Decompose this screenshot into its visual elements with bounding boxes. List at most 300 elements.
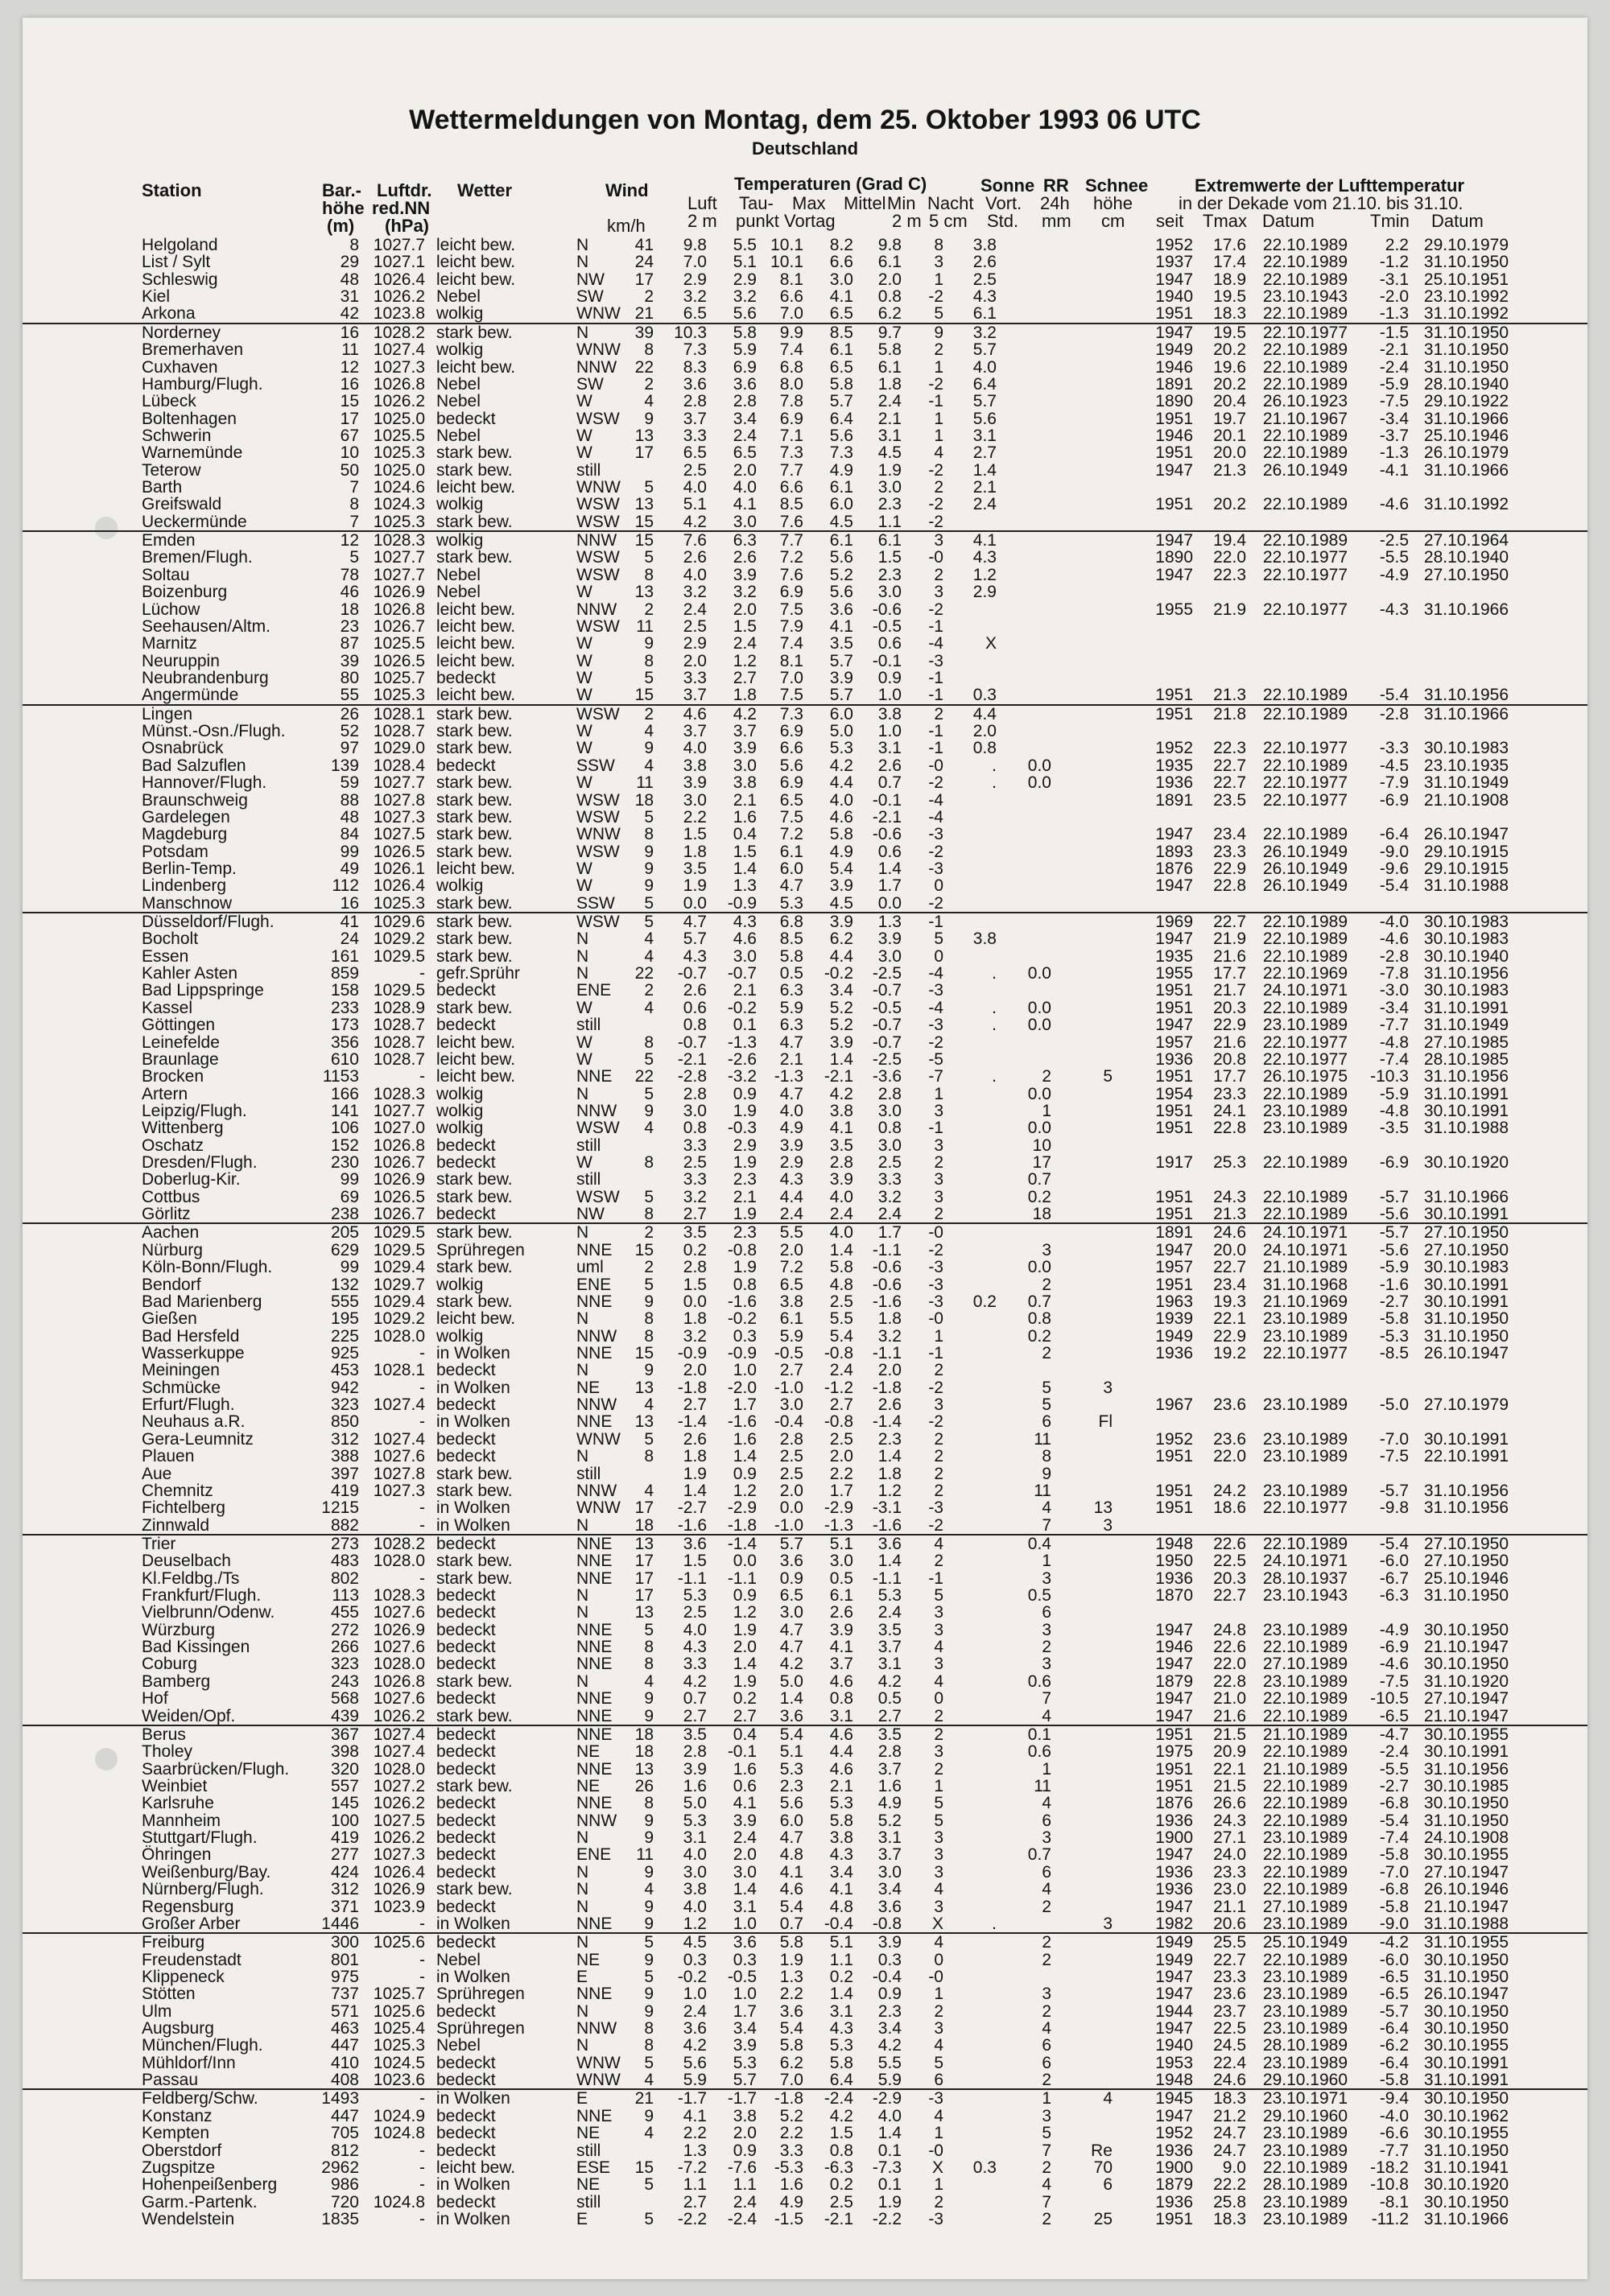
- temp-max: 7.6: [779, 565, 803, 584]
- record-tmax-date: 23.10.1989: [1262, 1101, 1348, 1120]
- table-row: [23, 513, 1587, 530]
- station-name: Passau: [142, 2071, 199, 2090]
- temp-min: 1.9: [877, 460, 902, 480]
- temp-max: 3.0: [779, 1395, 803, 1415]
- precipitation: 2: [1042, 2209, 1051, 2228]
- barometer-height: 801: [330, 1950, 359, 1969]
- precipitation: 17: [1032, 1153, 1051, 1173]
- ground-min-5cm: -0: [928, 2141, 943, 2160]
- record-tmin: -6.7: [1379, 1568, 1409, 1588]
- wind-direction: NNE: [576, 2106, 613, 2125]
- record-since: 1951: [1155, 998, 1193, 1017]
- dew-point: 4.3: [733, 913, 757, 932]
- wind-direction: N: [576, 253, 589, 272]
- ground-min-5cm: 4: [934, 1880, 943, 1899]
- precipitation: 0.0: [1027, 1258, 1051, 1277]
- temp-min: 3.0: [877, 478, 902, 497]
- record-tmax-date: 23.10.1989: [1262, 1395, 1348, 1415]
- header-kmh: km/h: [607, 216, 646, 236]
- snow-depth: Re: [1091, 2141, 1113, 2160]
- wind-speed: 5: [644, 1620, 654, 1639]
- precipitation: 4: [1042, 2175, 1051, 2195]
- record-tmax: 22.7: [1213, 913, 1246, 932]
- temp-min: 4.0: [877, 2106, 902, 2125]
- temp-2m: 5.3: [683, 1811, 707, 1830]
- record-tmax-date: 22.10.1989: [1262, 495, 1348, 514]
- dew-point: 1.0: [733, 1985, 757, 2004]
- station-name: Greifswald: [142, 495, 222, 514]
- record-tmin: -3.5: [1379, 1119, 1409, 1138]
- record-tmax-date: 23.10.1943: [1262, 1586, 1348, 1606]
- barometer-height: 24: [340, 930, 359, 949]
- temp-min: 0.9: [877, 1985, 902, 2004]
- ground-min-5cm: 0: [934, 1689, 943, 1709]
- temp-max: 2.4: [779, 1205, 803, 1224]
- station-name: Stötten: [142, 1985, 196, 2004]
- record-since: 1936: [1155, 1344, 1193, 1362]
- table-row: [23, 1587, 1587, 1604]
- air-pressure: 1026.7: [373, 616, 425, 636]
- barometer-height: 141: [330, 1101, 359, 1120]
- temp-mean: -0.8: [824, 1412, 853, 1432]
- barometer-height: 7: [349, 478, 359, 497]
- ground-min-5cm: 2: [934, 1205, 943, 1224]
- wind-speed: 5: [644, 807, 654, 826]
- dew-point: 2.4: [733, 1828, 757, 1848]
- temp-2m: 3.1: [683, 1828, 707, 1848]
- air-pressure: 1024.8: [373, 2192, 425, 2211]
- dew-point: -1.7: [727, 2089, 757, 2108]
- record-tmin: -5.5: [1379, 1759, 1409, 1779]
- record-tmax-date: 22.10.1969: [1262, 964, 1348, 983]
- temp-min: -1.1: [872, 1344, 902, 1362]
- weather: stark bew.: [436, 930, 513, 949]
- table-row: [23, 1242, 1587, 1259]
- record-tmin: -2.4: [1379, 1742, 1409, 1762]
- temp-min: 1.4: [877, 1447, 902, 1466]
- temp-mean: -6.3: [824, 2158, 853, 2177]
- record-tmin: -7.5: [1379, 392, 1409, 411]
- air-pressure: 1029.5: [373, 1240, 425, 1259]
- air-pressure: 1027.7: [373, 236, 425, 254]
- record-tmin-date: 31.10.1966: [1423, 1187, 1509, 1206]
- record-tmin-date: 30.10.1920: [1423, 2175, 1509, 2195]
- barometer-height: 455: [330, 1603, 359, 1622]
- header-temperatures: Temperaturen (Grad C): [734, 174, 927, 194]
- ground-min-5cm: 2: [934, 478, 943, 497]
- station-name: Cottbus: [142, 1187, 200, 1206]
- station-name: Leipzig/Flugh.: [142, 1101, 247, 1120]
- weather: Sprühregen: [436, 1985, 525, 2004]
- barometer-height: 166: [330, 1084, 359, 1103]
- dew-point: 3.8: [733, 773, 757, 793]
- wind-speed: 13: [634, 1759, 654, 1779]
- weather: bedeckt: [436, 1828, 496, 1848]
- precipitation: 3: [1042, 1240, 1051, 1259]
- temp-2m: -0.2: [677, 1967, 707, 1986]
- record-tmin-date: 30.10.1950: [1423, 1620, 1509, 1639]
- sunshine: 3.1: [972, 426, 997, 445]
- temp-mean: 3.8: [829, 1828, 853, 1848]
- record-tmax: 21.8: [1213, 704, 1246, 723]
- table-row: [23, 1795, 1587, 1812]
- record-since: 1890: [1155, 548, 1193, 567]
- record-tmax-date: 27.10.1989: [1262, 1897, 1348, 1916]
- ground-min-5cm: 2: [934, 1481, 943, 1500]
- record-since: 1947: [1155, 1845, 1193, 1865]
- temp-min: 3.0: [877, 1862, 902, 1882]
- record-tmin: -2.8: [1379, 704, 1409, 723]
- sunshine: .: [992, 1914, 997, 1933]
- dew-point: 2.8: [733, 392, 757, 411]
- weather: in Wolken: [436, 1914, 510, 1933]
- record-tmin: -7.9: [1379, 773, 1409, 793]
- record-tmin-date: 31.10.1950: [1423, 1326, 1509, 1346]
- temp-mean: 2.0: [829, 1447, 853, 1466]
- table-row: [23, 2159, 1587, 2176]
- temp-min: 0.3: [877, 1950, 902, 1969]
- temp-2m: 4.0: [683, 478, 707, 497]
- wind-speed: 4: [644, 392, 654, 411]
- wind-speed: 4: [644, 1672, 654, 1691]
- record-since: 1957: [1155, 1258, 1193, 1277]
- record-tmin-date: 31.10.1988: [1423, 1119, 1509, 1138]
- station-name: Görlitz: [142, 1205, 191, 1224]
- record-since: 1947: [1155, 323, 1193, 342]
- wind-speed: 9: [644, 1101, 654, 1120]
- header-bar1: Bar.-: [322, 180, 361, 200]
- wind-direction: WSW: [576, 616, 620, 636]
- record-tmin-date: 31.10.1950: [1423, 1967, 1509, 1986]
- sunshine: 4.3: [972, 548, 997, 567]
- temp-max: 3.9: [779, 1136, 803, 1155]
- table-row: [23, 1413, 1587, 1430]
- air-pressure: 1024.6: [373, 478, 425, 497]
- temp-2m: 6.5: [683, 443, 707, 463]
- record-tmin: -4.5: [1379, 756, 1409, 775]
- temp-min: 1.3: [877, 913, 902, 932]
- barometer-height: 312: [330, 1429, 359, 1449]
- record-tmin: -6.4: [1379, 2019, 1409, 2038]
- dew-point: 2.4: [733, 634, 757, 653]
- header-rr2: 24h: [1040, 193, 1070, 213]
- temp-min: -1.6: [872, 1292, 902, 1311]
- air-pressure: 1025.6: [373, 1933, 425, 1952]
- air-pressure: 1027.8: [373, 1464, 425, 1483]
- record-tmax-date: 28.10.1989: [1262, 2036, 1348, 2055]
- station-name: Oberstdorf: [142, 2141, 222, 2160]
- wind-direction: W: [576, 1153, 592, 1173]
- record-tmin-date: 26.10.1946: [1423, 1880, 1509, 1899]
- air-pressure: 1029.5: [373, 1223, 425, 1243]
- air-pressure: 1025.3: [373, 686, 425, 705]
- dew-point: 3.9: [733, 739, 757, 758]
- record-tmin: -11.2: [1371, 2209, 1409, 2228]
- weather: bedeckt: [436, 1655, 496, 1674]
- wind-speed: 17: [634, 1552, 654, 1571]
- dew-point: 1.5: [733, 616, 757, 636]
- record-since: 1951: [1155, 1275, 1193, 1294]
- temp-max: 4.3: [779, 1170, 803, 1189]
- temp-mean: 3.9: [829, 1620, 853, 1639]
- header-sonne3: Std.: [987, 211, 1019, 231]
- wind-direction: N: [576, 946, 589, 966]
- temp-min: 1.1: [877, 512, 902, 531]
- wind-direction: NE: [576, 2175, 601, 2195]
- barometer-height: 447: [330, 2036, 359, 2055]
- barometer-height: 5: [349, 548, 359, 567]
- temp-min: 0.1: [877, 2141, 902, 2160]
- temp-mean: 4.4: [829, 946, 853, 966]
- dew-point: 5.8: [733, 323, 757, 342]
- temp-2m: 2.8: [683, 1084, 707, 1103]
- header-sonne1: Sonne: [980, 175, 1035, 196]
- wind-speed: 4: [644, 2071, 654, 2090]
- header-extremes-period: in der Dekade vom 21.10. bis 31.10.: [1179, 193, 1463, 213]
- station-name: Lübeck: [142, 392, 196, 411]
- temp-2m: 6.5: [683, 304, 707, 324]
- temp-max: 7.4: [779, 634, 803, 653]
- air-pressure: 1023.8: [373, 304, 425, 324]
- wind-direction: NE: [576, 1742, 601, 1762]
- table-row: [23, 1154, 1587, 1171]
- record-tmax: 27.1: [1213, 1828, 1246, 1848]
- temp-max: 5.4: [779, 1897, 803, 1916]
- record-tmax: 23.3: [1213, 842, 1246, 861]
- record-since: 1891: [1155, 1223, 1193, 1243]
- precipitation: 7: [1042, 2192, 1051, 2211]
- ground-min-5cm: -2: [928, 773, 943, 793]
- wind-speed: 15: [634, 531, 654, 550]
- record-tmax-date: 23.10.1989: [1262, 1119, 1348, 1138]
- sunshine: 3.2: [972, 323, 997, 342]
- record-tmin-date: 31.10.1992: [1423, 495, 1509, 514]
- dew-point: -1.4: [727, 1534, 757, 1553]
- wind-direction: W: [576, 583, 592, 602]
- record-since: 1955: [1155, 600, 1193, 619]
- record-tmax: 25.5: [1213, 1933, 1246, 1952]
- temp-max: -0.4: [774, 1412, 803, 1432]
- air-pressure: 1025.5: [373, 634, 425, 653]
- temp-max: 6.3: [779, 1016, 803, 1035]
- wind-direction: NNE: [576, 1655, 613, 1674]
- barometer-height: 410: [330, 2053, 359, 2072]
- record-tmin: -4.8: [1379, 1101, 1409, 1120]
- record-tmin: -2.5: [1379, 531, 1409, 550]
- wind-speed: 5: [644, 2053, 654, 2072]
- wind-speed: 24: [634, 253, 654, 272]
- wind-speed: 11: [636, 616, 654, 636]
- record-tmin-date: 30.10.1983: [1423, 1258, 1509, 1277]
- table-row: [23, 1206, 1587, 1222]
- precipitation: 10: [1032, 1136, 1051, 1155]
- temp-min: 1.0: [877, 722, 902, 741]
- barometer-height: 266: [330, 1638, 359, 1657]
- weather: stark bew.: [436, 1776, 513, 1795]
- record-tmin-date: 30.10.1940: [1423, 946, 1509, 966]
- wind-speed: 15: [634, 512, 654, 531]
- air-pressure: 1025.3: [373, 2036, 425, 2055]
- record-tmax: 18.9: [1213, 270, 1246, 289]
- record-tmax-date: 28.10.1937: [1262, 1568, 1348, 1588]
- temp-min: 5.5: [877, 2053, 902, 2072]
- temp-2m: 7.6: [683, 531, 707, 550]
- dew-point: 3.0: [733, 756, 757, 775]
- station-name: Leinefelde: [142, 1033, 220, 1052]
- record-tmin-date: 21.10.1947: [1423, 1638, 1509, 1657]
- temp-min: 6.1: [877, 357, 902, 377]
- ground-min-5cm: -1: [928, 913, 943, 932]
- temp-2m: 1.9: [683, 1464, 707, 1483]
- temp-max: 7.6: [779, 512, 803, 531]
- wind-speed: 11: [636, 773, 654, 793]
- record-tmin: -2.7: [1379, 1776, 1409, 1795]
- station-name: Weinbiet: [142, 1776, 208, 1795]
- air-pressure: 1025.3: [373, 893, 425, 913]
- wind-direction: W: [576, 686, 592, 705]
- barometer-height: 99: [340, 842, 359, 861]
- dew-point: 1.9: [733, 1672, 757, 1691]
- record-tmin-date: 31.10.1988: [1423, 876, 1509, 896]
- record-tmax-date: 23.10.1989: [1262, 1985, 1348, 2004]
- record-tmin: -5.7: [1379, 1187, 1409, 1206]
- record-since: 1891: [1155, 374, 1193, 394]
- barometer-height: 397: [330, 1464, 359, 1483]
- ground-min-5cm: 1: [934, 1084, 943, 1103]
- table-row: [23, 1673, 1587, 1690]
- record-tmax-date: 22.10.1989: [1262, 946, 1348, 966]
- header-min1: Min: [887, 193, 916, 213]
- header-schnee3: cm: [1101, 211, 1125, 231]
- wind-speed: 9: [644, 1811, 654, 1830]
- weather: bedeckt: [436, 1689, 496, 1709]
- table-row: [23, 376, 1587, 393]
- wind-speed: 8: [644, 2036, 654, 2055]
- weather: bedeckt: [436, 2106, 496, 2125]
- wind-speed: 17: [634, 443, 654, 463]
- table-row: [23, 1864, 1587, 1881]
- ground-min-5cm: 2: [934, 1552, 943, 1571]
- record-since: 1951: [1155, 1759, 1193, 1779]
- temp-min: 1.8: [877, 374, 902, 394]
- record-tmin-date: 28.10.1940: [1423, 374, 1509, 394]
- dew-point: 4.6: [733, 930, 757, 949]
- record-tmax-date: 22.10.1989: [1262, 1776, 1348, 1795]
- ground-min-5cm: -1: [928, 722, 943, 741]
- precipitation: 0.0: [1027, 964, 1051, 983]
- station-name: Hannover/Flugh.: [142, 773, 267, 793]
- barometer-height: 408: [330, 2071, 359, 2090]
- temp-min: 2.7: [877, 1706, 902, 1725]
- air-pressure: 1025.7: [373, 1985, 425, 2004]
- barometer-height: 26: [340, 704, 359, 723]
- dew-point: -0.9: [727, 1344, 757, 1362]
- record-tmin-date: 30.10.1950: [1423, 1950, 1509, 1969]
- record-tmax: 17.4: [1213, 253, 1246, 272]
- record-tmin-date: 30.10.1983: [1423, 739, 1509, 758]
- air-pressure: -: [419, 1568, 425, 1588]
- wind-direction: ENE: [576, 1845, 612, 1865]
- precipitation: 2: [1042, 1897, 1051, 1916]
- table-row: [23, 757, 1587, 774]
- temp-max: 6.9: [779, 409, 803, 428]
- station-name: Nürnberg/Flugh.: [142, 1880, 264, 1899]
- temp-max: 6.2: [779, 2053, 803, 2072]
- temp-max: 7.2: [779, 1258, 803, 1277]
- temp-max: 6.6: [779, 739, 803, 758]
- record-since: 1949: [1155, 1950, 1193, 1969]
- barometer-height: 12: [340, 531, 359, 550]
- ground-min-5cm: 5: [934, 1794, 943, 1813]
- dew-point: 1.6: [733, 1429, 757, 1449]
- station-name: Fichtelberg: [142, 1498, 225, 1518]
- record-since: 1952: [1155, 739, 1193, 758]
- air-pressure: 1027.4: [373, 340, 425, 360]
- temp-max: 6.9: [779, 722, 803, 741]
- record-tmax: 24.2: [1213, 1481, 1246, 1500]
- record-tmax-date: 22.10.1989: [1262, 270, 1348, 289]
- dew-point: 3.4: [733, 409, 757, 428]
- temp-2m: 5.7: [683, 930, 707, 949]
- record-tmin: -4.6: [1379, 1655, 1409, 1674]
- record-since: 1936: [1155, 773, 1193, 793]
- air-pressure: 1027.7: [373, 548, 425, 567]
- air-pressure: 1028.3: [373, 1084, 425, 1103]
- weather: bedeckt: [436, 1534, 496, 1553]
- precipitation: 0.0: [1027, 756, 1051, 775]
- record-since: 1936: [1155, 2141, 1193, 2160]
- air-pressure: 1028.0: [373, 1326, 425, 1346]
- record-tmin-date: 23.10.1935: [1423, 756, 1509, 775]
- station-name: Potsdam: [142, 842, 208, 861]
- station-name: Teterow: [142, 460, 201, 480]
- wind-speed: 4: [644, 2124, 654, 2143]
- station-name: Klippeneck: [142, 1967, 225, 1986]
- dew-point: 2.1: [733, 981, 757, 1000]
- temp-min: 4.2: [877, 1672, 902, 1691]
- air-pressure: 1029.4: [373, 1292, 425, 1311]
- temp-2m: 2.5: [683, 1153, 707, 1173]
- temp-mean: 3.9: [829, 668, 853, 687]
- dew-point: -3.2: [727, 1067, 757, 1086]
- wind-speed: 9: [644, 1897, 654, 1916]
- table-row: [23, 2211, 1587, 2228]
- weather: in Wolken: [436, 1344, 510, 1362]
- record-since: 1955: [1155, 964, 1193, 983]
- record-tmax-date: 22.10.1989: [1262, 1845, 1348, 1865]
- precipitation: 0.4: [1027, 1534, 1051, 1553]
- precipitation: 0.2: [1027, 1187, 1051, 1206]
- wind-direction: N: [576, 1828, 589, 1848]
- weather: bedeckt: [436, 1136, 496, 1155]
- record-since: 1893: [1155, 842, 1193, 861]
- air-pressure: 1026.8: [373, 374, 425, 394]
- table-row: [23, 1103, 1587, 1119]
- record-tmin-date: 29.10.1915: [1423, 842, 1509, 861]
- dew-point: 2.9: [733, 270, 757, 289]
- temp-2m: 3.9: [683, 773, 707, 793]
- station-name: Lingen: [142, 704, 193, 723]
- temp-max: 2.5: [779, 1447, 803, 1466]
- record-tmax-date: 22.10.1989: [1262, 1205, 1348, 1224]
- record-tmax: 23.0: [1213, 1880, 1246, 1899]
- temp-min: 2.3: [877, 565, 902, 584]
- record-tmax-date: 22.10.1977: [1262, 1049, 1348, 1069]
- record-tmin-date: 31.10.1920: [1423, 1672, 1509, 1691]
- dew-point: 5.9: [733, 340, 757, 360]
- ground-min-5cm: 4: [934, 443, 943, 463]
- wind-direction: ENE: [576, 1275, 612, 1294]
